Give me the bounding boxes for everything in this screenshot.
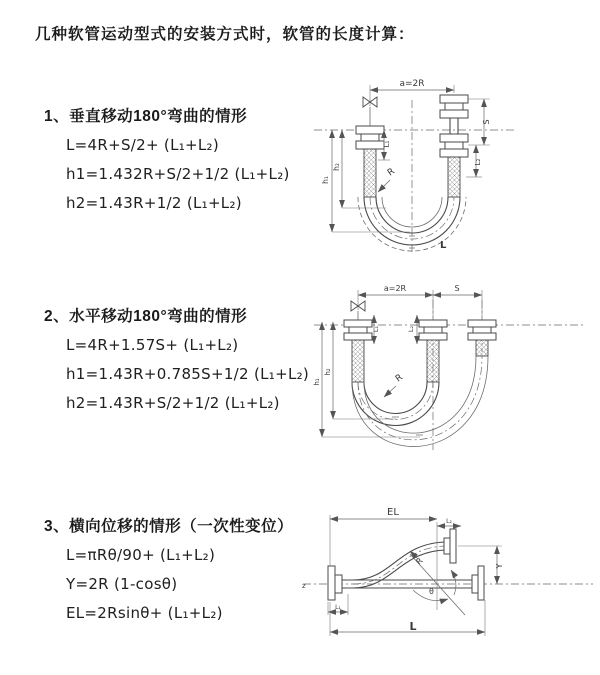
- diagram-horizontal-180-bend: [306, 282, 598, 464]
- formula-l: L=4R+1.57S+ (L₁+L₂): [66, 336, 239, 354]
- dim-s: [468, 99, 491, 145]
- section-2: [44, 304, 309, 413]
- svg-text:L₂: L₂: [474, 158, 482, 166]
- svg-text:h₁: h₁: [321, 176, 330, 184]
- length-label: L: [440, 240, 447, 251]
- svg-text:L₁: L₁: [335, 604, 341, 611]
- formula-l: L=πRθ/90+ (L₁+L₂): [66, 546, 216, 564]
- radius-label: [378, 167, 397, 192]
- moved-pipe-flange: [468, 320, 496, 340]
- upper-flange-displaced: [444, 529, 456, 563]
- dim-s: [433, 284, 482, 295]
- svg-text:S: S: [482, 119, 491, 125]
- right-pipe-upper-flange: [440, 95, 468, 118]
- svg-text:L₁: L₁: [372, 325, 380, 333]
- hose-s-curve: [353, 542, 448, 588]
- svg-text:a=2R: a=2R: [383, 284, 407, 293]
- dim-el: [330, 507, 437, 610]
- middle-braided-hose: [427, 340, 439, 382]
- diagram-vertical-180-bend: [306, 72, 596, 268]
- section-3: [44, 514, 293, 623]
- right-pipe-stem: [450, 118, 458, 134]
- svg-text:h₁: h₁: [313, 378, 321, 386]
- formula-y: Y=2R (1-cosθ): [66, 575, 178, 593]
- dim-l1: [372, 315, 380, 344]
- svg-text:R: R: [414, 556, 425, 567]
- section-3-heading: 3、横向位移的情形（一次性变位）: [44, 518, 294, 535]
- formula-el: EL=2Rsinθ+ (L₁+L₂): [66, 604, 223, 622]
- svg-text:L: L: [409, 620, 417, 633]
- right-flange-original: [472, 566, 484, 600]
- dim-a2r: [358, 284, 482, 317]
- formula-l: L=4R+S/2+ (L₁+L₂): [66, 136, 220, 154]
- svg-text:h₂: h₂: [332, 163, 341, 171]
- svg-text:L₂: L₂: [407, 325, 415, 333]
- right-pipe-lower-flange: [440, 134, 468, 157]
- svg-text:Y: Y: [495, 563, 504, 569]
- left-braided-hose: [364, 149, 376, 197]
- section-1: [44, 104, 290, 213]
- svg-text:θ: θ: [429, 587, 434, 596]
- left-pipe-flange: [344, 320, 372, 340]
- section-1-heading: 1、垂直移动180°弯曲的情形: [44, 108, 248, 125]
- left-pipe-flange: [356, 126, 384, 149]
- radius-label: [384, 373, 405, 397]
- left-braided-hose: [352, 340, 364, 382]
- svg-text:R: R: [385, 166, 397, 179]
- svg-text:R: R: [393, 372, 405, 385]
- break-mark: z: [302, 582, 306, 590]
- svg-text:EL: EL: [387, 507, 399, 518]
- svg-text:L₂: L₂: [446, 518, 452, 525]
- svg-text:S: S: [454, 284, 460, 293]
- svg-text:a=2R: a=2R: [399, 79, 425, 89]
- formula-h1: h1=1.43R+0.785S+1/2 (L₁+L₂): [66, 365, 310, 383]
- right-braided-hose: [448, 157, 460, 197]
- moved-braided-hose: [476, 340, 488, 356]
- dim-l: [330, 600, 485, 636]
- section-2-heading: 2、水平移动180°弯曲的情形: [44, 308, 248, 325]
- diagram-lateral-displacement: [298, 502, 598, 652]
- left-flange: [328, 566, 342, 600]
- svg-text:L₁: L₁: [383, 140, 391, 148]
- page-title: 几种软管运动型式的安装方式时，软管的长度计算：: [35, 26, 415, 43]
- formula-h2: h2=1.43R+1/2 (L₁+L₂): [66, 194, 242, 212]
- formula-h2: h2=1.43R+S/2+1/2 (L₁+L₂): [66, 394, 280, 412]
- dim-l2: [437, 518, 461, 526]
- middle-pipe-flange: [419, 320, 447, 340]
- svg-text:h₂: h₂: [324, 368, 332, 376]
- dim-l2: [407, 315, 417, 344]
- formula-h1: h1=1.432R+S/2+1/2 (L₁+L₂): [66, 165, 290, 183]
